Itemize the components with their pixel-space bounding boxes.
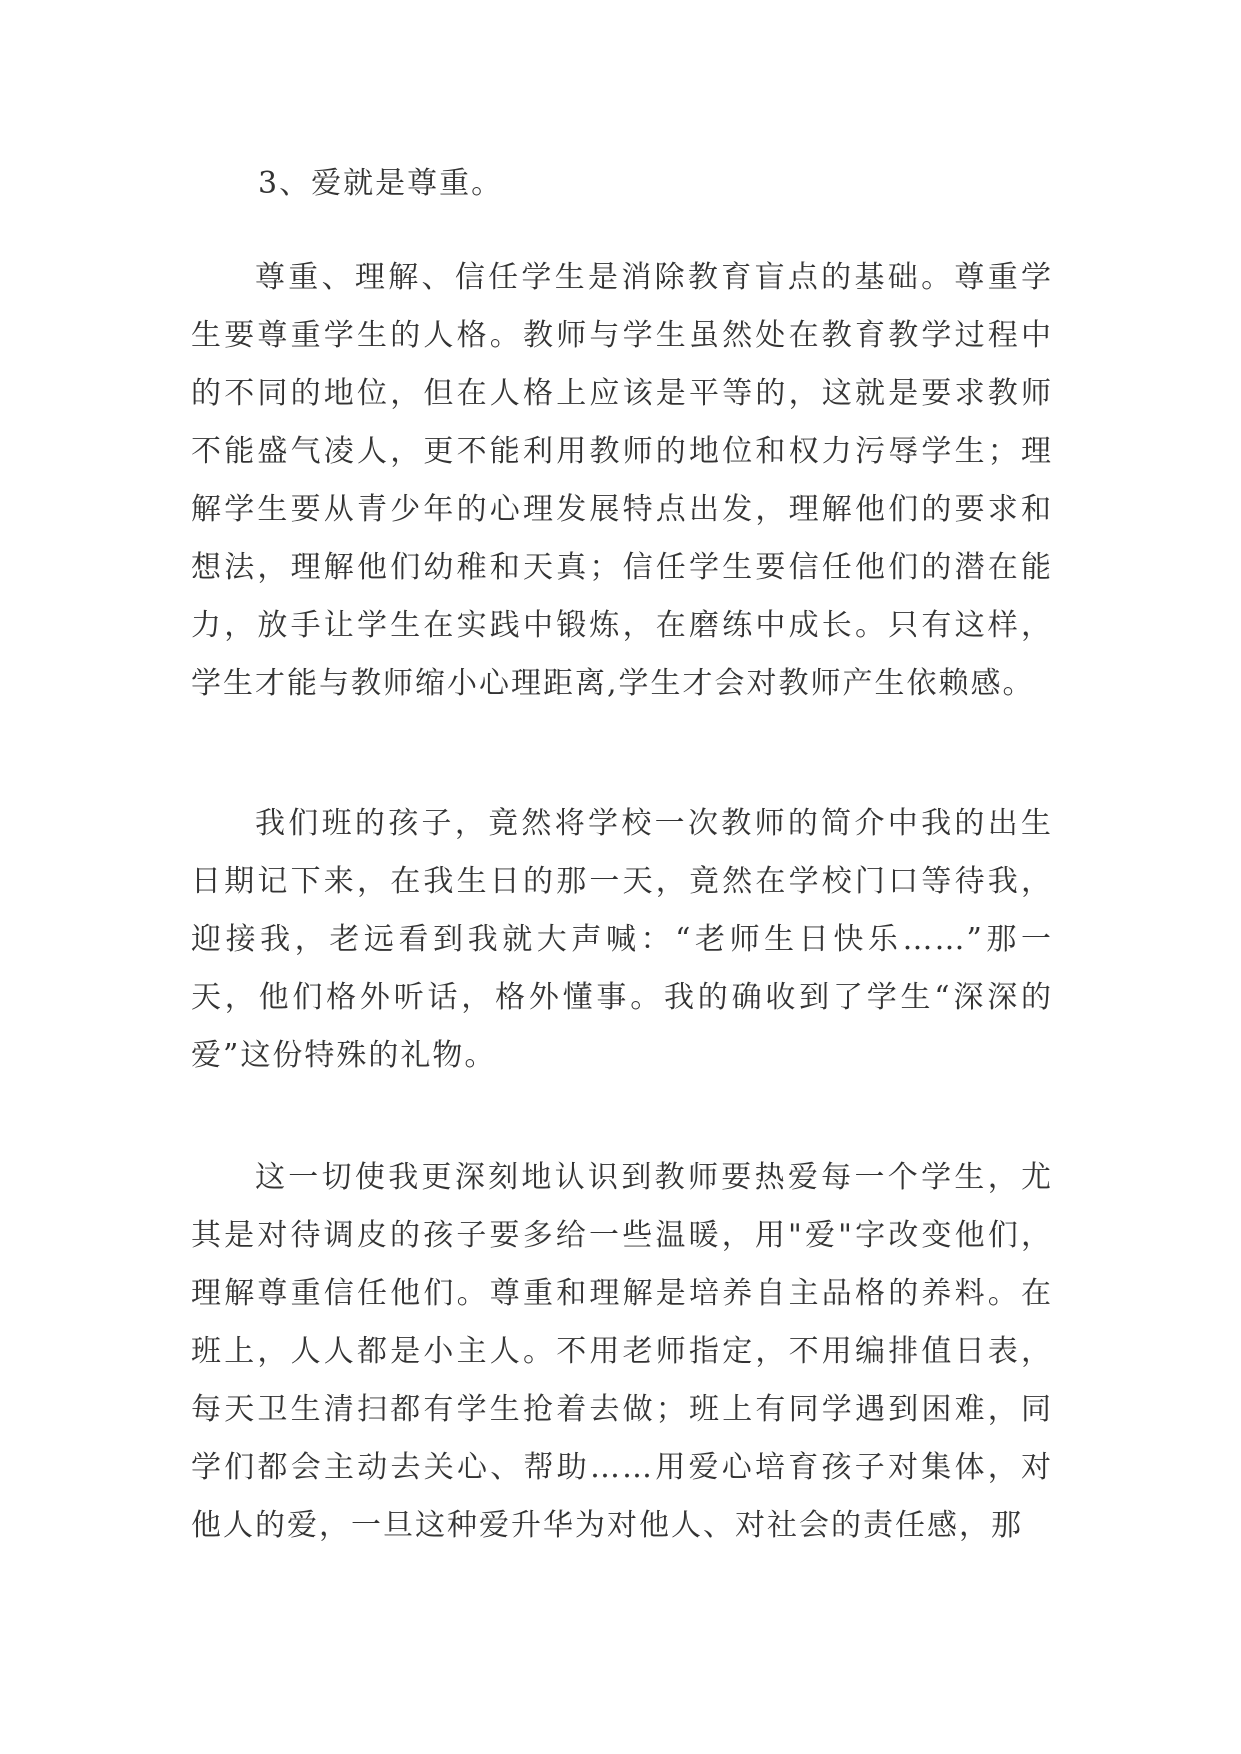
paragraph-birthday-story: 我们班的孩子，竟然将学校一次教师的简介中我的出生日期记下来，在我生日的那一天，竟然在学校门口等待我，迎接我，老远看到我就大声喊：“老师生日快乐……”那一天，他们格外听话，格外懂事。我的确收到了学生“深深的爱”这份特殊的礼物。 <box>191 806 1053 1073</box>
paragraph-respect-understanding-trust: 尊重、理解、信任学生是消除教育盲点的基础。尊重学生要尊重学生的人格。教师与学生虽然处在教育教学过程中的不同的地位，但在人格上应该是平等的，这就是要求教师不能盛气凌人，更不能利用教师的地位和权力污辱学生；理解学生要从青少年的心理发展特点出发，理解他们的要求和想法，理解他们幼稚和天真；信任学生要信任他们的潜在能力，放手让学生在实践中锻炼，在磨练中成长。只有这样，学生才能与教师缩小心理距离,学生才会对教师产生依赖感。 <box>191 260 1053 701</box>
section-heading: 3、爱就是尊重。 <box>258 166 504 201</box>
paragraph-love-every-student: 这一切使我更深刻地认识到教师要热爱每一个学生，尤其是对待调皮的孩子要多给一些温暖，用"爱"字改变他们，理解尊重信任他们。尊重和理解是培养自主品格的养料。在班上，人人都是小主人。不用老师指定，不用编排值日表，每天卫生清扫都有学生抢着去做；班上有同学遇到困难，同学们都会主动去关心、帮助……用爱心培育孩子对集体，对他人的爱，一旦这种爱升华为对他人、对社会的责任感，那 <box>191 1160 1053 1543</box>
